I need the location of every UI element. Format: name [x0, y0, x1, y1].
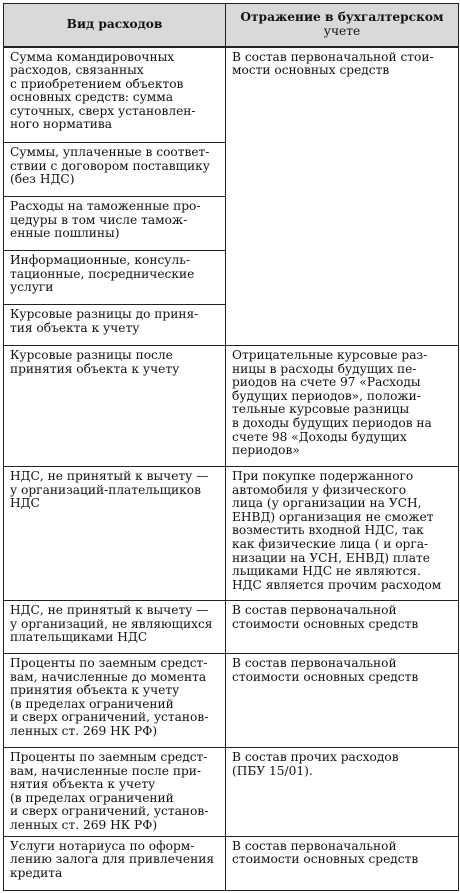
table-row — [4, 836, 459, 890]
table-row — [4, 748, 459, 837]
expense-cell: Курсовые разницы до приня- тия объекта к учету — [4, 305, 226, 346]
header-accounting-reflection — [226, 4, 459, 47]
table-row — [4, 346, 459, 467]
expense-cell: Проценты по заемным средст- вам, начисленные после при- нятия объекта к учету (в пределах ограничений и сверх ограничений, установ- ленных ст. 269 НК РФ) — [4, 748, 226, 837]
accounting-cell: При покупке подержанного автомобиля у физического лица (у организации на УСН, ЕНВД) организация не сможет возместить входной НДС, так как физические лица ( и орга- низации на УСН, ЕНВД) плате льщиками НДС не являются. НДС является прочим расходом — [226, 467, 459, 601]
accounting-cell: В состав первоначальной стоимости основных средств — [226, 601, 459, 654]
accounting-cell: В состав первоначальной стоимости основных средств — [226, 654, 459, 748]
table-row — [4, 601, 459, 654]
merged-accounting-cell: В состав первоначальной стои- мости основных средств — [226, 47, 459, 346]
expense-cell: Суммы, уплаченные в соответ- ствии с договором поставщику (без НДС) — [4, 143, 226, 197]
expense-cell: Сумма командировочных расходов, связанных с приобретением объектов основных средств: сумма суточных, сверх установлен- ного норматива — [4, 47, 226, 143]
expenses-accounting-table — [3, 3, 459, 891]
expense-cell: Информационные, консуль- тационные, посреднические услуги — [4, 251, 226, 305]
header-accounting-title: Отражение в бухгалтерском — [240, 10, 444, 25]
expense-cell: НДС, не принятый к вычету — у организаций-плательщиков НДС — [4, 467, 226, 601]
table-row — [4, 47, 459, 143]
expense-cell: Курсовые разницы после принятия объекта к учету — [4, 346, 226, 467]
table-row — [4, 654, 459, 748]
header-expense-type: Вид расходов — [4, 4, 226, 47]
accounting-cell: Отрицательные курсовые раз- ницы в расходы будущих пе- риодов на счете 97 «Расходы будущих периодов», положи- тельные курсовые разницы в доходы будущих периодов на счете 98 «Доходы будущих периодов» — [226, 346, 459, 467]
expense-cell: Проценты по заемным средст- вам, начисленные до момента принятия объекта к учету (в пределах ограничений и сверх ограничений, установ- ленных ст. 269 НК РФ) — [4, 654, 226, 748]
expense-cell: НДС, не принятый к вычету — у организаций, не являющихся плательщиками НДС — [4, 601, 226, 654]
table-header-row — [4, 4, 459, 47]
expense-cell: Услуги нотариуса по оформ- лению залога для привлечения кредита — [4, 836, 226, 890]
accounting-cell: В состав первоначальной стоимости основных средств — [226, 836, 459, 890]
header-accounting-subtitle: учете — [323, 23, 361, 38]
table-row — [4, 467, 459, 601]
accounting-cell: В состав прочих расходов (ПБУ 15/01). — [226, 748, 459, 837]
expense-cell: Расходы на таможенные про- цедуры в том числе тамож- енные пошлины) — [4, 197, 226, 251]
